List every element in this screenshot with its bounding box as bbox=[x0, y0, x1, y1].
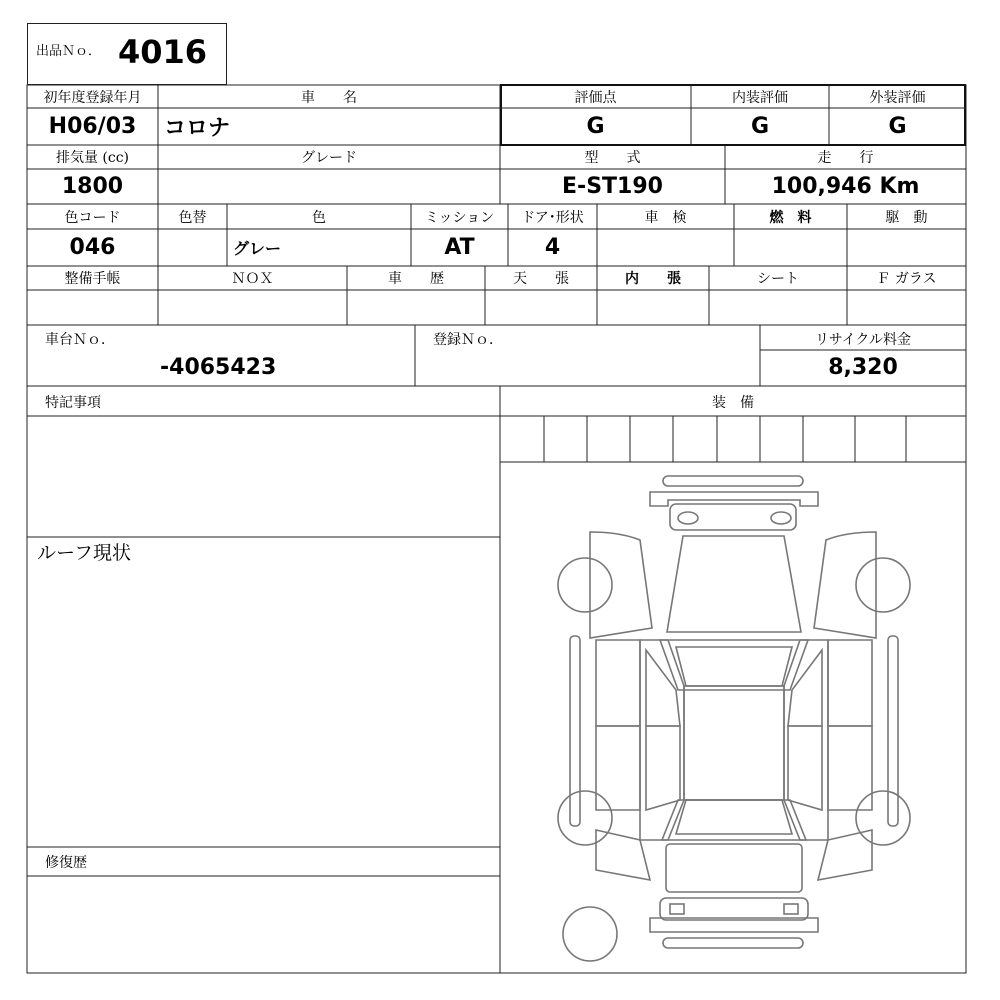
first-reg-value: H06/03 bbox=[48, 114, 137, 139]
lot-label: 出品Ｎｏ． bbox=[36, 43, 102, 59]
color-code-label: 色コード bbox=[64, 209, 121, 226]
left-rear-wheel bbox=[558, 791, 612, 845]
roof-condition-label: ルーフ現状 bbox=[37, 541, 132, 564]
rear-panel bbox=[660, 898, 808, 920]
left-rear-door-glass bbox=[646, 726, 680, 810]
right-headlight bbox=[771, 512, 791, 524]
first-reg-label: 初年度登録年月 bbox=[43, 89, 142, 106]
model-label: 型 式 bbox=[584, 150, 641, 166]
right-tail-light bbox=[784, 904, 798, 914]
left-tail-light bbox=[670, 904, 684, 914]
history-label: 車 歴 bbox=[388, 271, 444, 287]
score-label: 評価点 bbox=[574, 89, 617, 106]
color-code-value: 046 bbox=[69, 235, 116, 260]
fuel-label: 燃 料 bbox=[769, 209, 812, 226]
exterior-label: 外装評価 bbox=[869, 89, 926, 106]
interior-value: G bbox=[750, 114, 770, 139]
spare-tire bbox=[563, 907, 617, 961]
right-sill bbox=[888, 636, 898, 826]
door-value: 4 bbox=[544, 235, 561, 260]
trunk-lid bbox=[666, 844, 802, 892]
mileage-label: 走 行 bbox=[817, 150, 874, 166]
windshield bbox=[676, 647, 792, 686]
color-label: 色 bbox=[312, 209, 326, 226]
left-sill bbox=[570, 636, 580, 826]
sunroof-label: 天 張 bbox=[513, 271, 569, 287]
nox-label: ＮＯＸ bbox=[231, 271, 274, 287]
right-front-wheel bbox=[856, 558, 910, 612]
chassis-label: 車台Ｎｏ． bbox=[45, 332, 115, 348]
mileage-value: 100,946 Km bbox=[771, 174, 920, 199]
left-front-door bbox=[596, 640, 640, 726]
fglass-label: Ｆ ガラス bbox=[876, 271, 937, 287]
recycle-value: 8,320 bbox=[828, 354, 898, 380]
right-rear-wheel bbox=[856, 791, 910, 845]
interior-label: 内装評価 bbox=[732, 89, 788, 106]
chassis-value: -4065423 bbox=[160, 354, 277, 380]
car-name-label: 車 名 bbox=[301, 89, 357, 106]
equipment-label: 装 備 bbox=[712, 395, 754, 411]
right-rear-door-glass bbox=[788, 726, 822, 810]
repaint-label: 色替 bbox=[178, 209, 207, 226]
mission-label: ミッション bbox=[424, 209, 495, 226]
displacement-value: 1800 bbox=[61, 174, 124, 199]
front-grille bbox=[670, 504, 796, 530]
front-bumper-upper bbox=[663, 476, 803, 486]
maintenance-label: 整備手帳 bbox=[64, 271, 121, 287]
recycle-label: リサイクル料金 bbox=[814, 331, 912, 348]
drive-label: 駆 動 bbox=[885, 209, 928, 226]
exterior-value: G bbox=[888, 114, 907, 139]
lot-number: 4016 bbox=[118, 33, 208, 71]
model-value: E-ST190 bbox=[562, 174, 663, 199]
score-value: G bbox=[586, 114, 605, 139]
left-headlight bbox=[678, 512, 698, 524]
displacement-label: 排気量 (cc) bbox=[55, 150, 130, 166]
upholstery-label: 内 張 bbox=[625, 271, 681, 287]
hood bbox=[667, 536, 801, 632]
special-notes-label: 特記事項 bbox=[45, 395, 101, 411]
rear-bumper-lower bbox=[663, 938, 803, 948]
left-front-fender bbox=[590, 532, 652, 638]
door-label: ドア･形状 bbox=[521, 209, 584, 226]
grade-label: グレード bbox=[301, 150, 357, 166]
mission-value: AT bbox=[444, 235, 475, 260]
roof bbox=[684, 686, 784, 800]
left-front-wheel bbox=[558, 558, 612, 612]
seat-label: シート bbox=[757, 271, 799, 287]
repair-history-label: 修復歴 bbox=[45, 854, 87, 871]
inspection-label: 車 検 bbox=[644, 209, 687, 226]
right-front-fender bbox=[814, 532, 876, 638]
rear-window bbox=[676, 800, 792, 834]
color-value: グレー bbox=[233, 239, 282, 258]
car-name-value: コロナ bbox=[164, 116, 231, 141]
reg-no-label: 登録Ｎｏ． bbox=[433, 332, 503, 348]
right-front-door bbox=[828, 640, 872, 726]
